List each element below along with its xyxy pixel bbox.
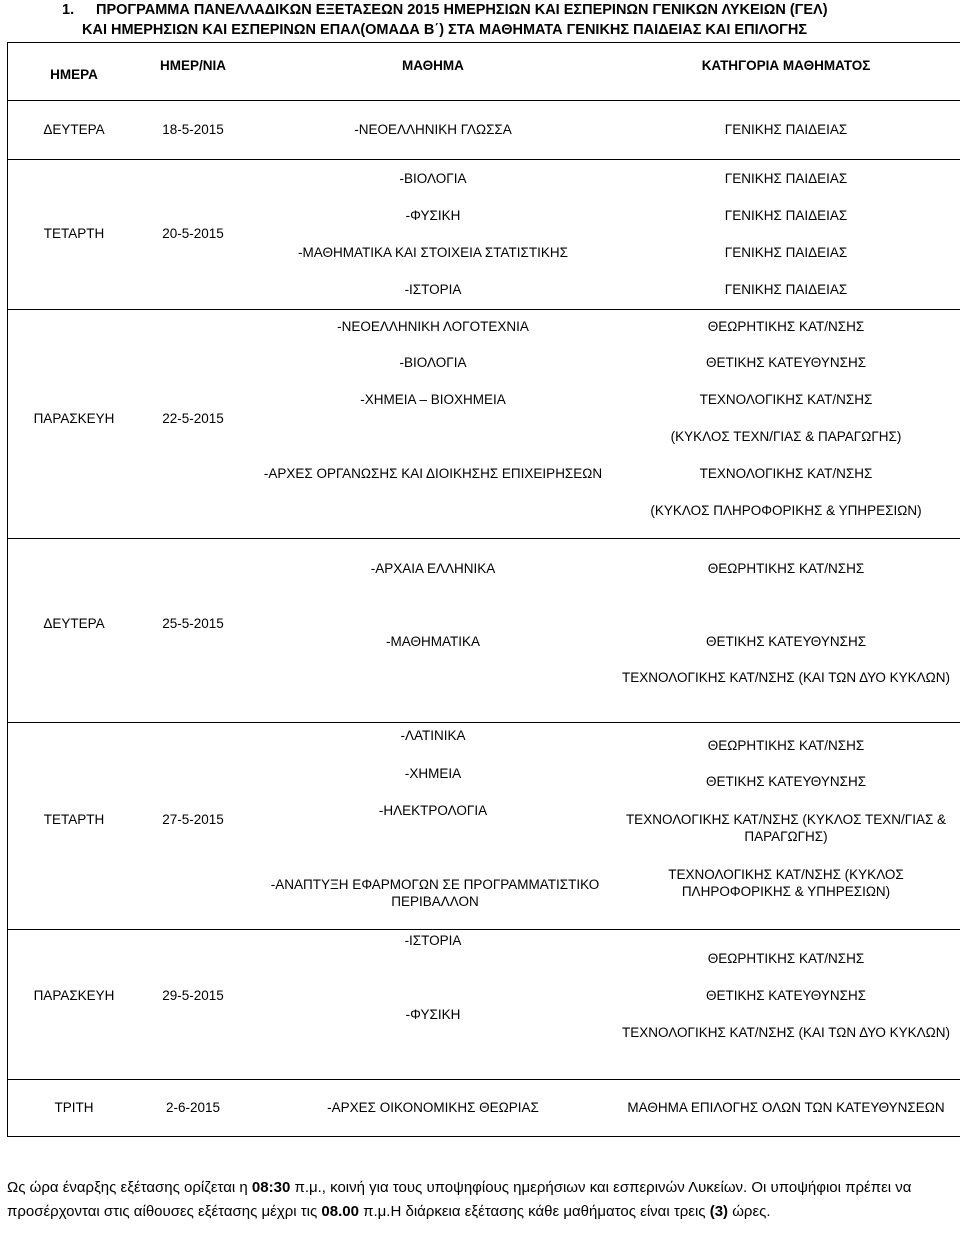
day-cell: ΠΑΡΑΣΚΕΥΗ [33, 988, 115, 1003]
category-cell: ΤΕΧΝΟΛΟΓΙΚΗΣ ΚΑΤ/ΝΣΗΣ (ΚΥΚΛΟΣ ΤΕΧΝ/ΓΙΑΣ & ΠΑΡΑΓΩΓΗΣ) [625, 812, 947, 844]
row-divider [7, 722, 960, 723]
subject-cell: -ΙΣΤΟΡΙΑ [404, 933, 462, 948]
date-cell: 27-5-2015 [162, 812, 224, 827]
category-cell: ΤΕΧΝΟΛΟΓΙΚΗΣ ΚΑΤ/ΝΣΗΣ [699, 392, 873, 407]
note-text-2: π.μ., κοινή για τους υποψηφίους ημερήσιων και εσπερινών Λυκείων. Οι υποψήφιοι πρέπει να προσέρχονται στις αίθουσες εξέτασης μέχρι τις [7, 1179, 912, 1220]
subject-cell: -ΙΣΤΟΡΙΑ [404, 282, 462, 297]
day-cell: ΤΕΤΑΡΤΗ [43, 226, 105, 241]
category-cell: (ΚΥΚΛΟΣ ΠΛΗΡΟΦΟΡΙΚΗΣ & ΥΠΗΡΕΣΙΩΝ) [650, 503, 922, 518]
subject-cell: -ΧΗΜΕΙΑ – ΒΙΟΧΗΜΕΙΑ [360, 392, 506, 407]
row-divider [7, 1079, 960, 1080]
category-cell: ΓΕΝΙΚΗΣ ΠΑΙΔΕΙΑΣ [724, 282, 848, 297]
subject-cell: -ΑΡΧΕΣ ΟΡΓΑΝΩΣΗΣ ΚΑΙ ΔΙΟΙΚΗΣΗΣ ΕΠΙΧΕΙΡΗΣΕΩΝ [263, 466, 603, 481]
category-cell: ΘΕΤΙΚΗΣ ΚΑΤΕΥΘΥΝΣΗΣ [705, 634, 867, 649]
row-divider [7, 159, 960, 160]
subject-cell: -ΝΕΟΕΛΛΗΝΙΚΗ ΓΛΩΣΣΑ [354, 122, 512, 137]
title-number: 1. [62, 2, 75, 18]
category-cell: ΤΕΧΝΟΛΟΓΙΚΗΣ ΚΑΤ/ΝΣΗΣ [699, 466, 873, 481]
date-cell: 2-6-2015 [165, 1100, 221, 1115]
subject-cell: -ΒΙΟΛΟΓΙΑ [399, 355, 467, 370]
header-category: ΚΑΤΗΓΟΡΙΑ ΜΑΘΗΜΑΤΟΣ [701, 58, 871, 73]
note-text-4: ώρες. [728, 1203, 771, 1220]
table-border-left [7, 42, 8, 1137]
subject-cell: -ΜΑΘΗΜΑΤΙΚΑ ΚΑΙ ΣΤΟΙΧΕΙΑ ΣΤΑΤΙΣΤΙΚΗΣ [298, 245, 568, 260]
category-cell: ΓΕΝΙΚΗΣ ΠΑΙΔΕΙΑΣ [724, 171, 848, 186]
category-cell: ΤΕΧΝΟΛΟΓΙΚΗΣ ΚΑΤ/ΝΣΗΣ (ΚΑΙ ΤΩΝ ΔΥΟ ΚΥΚΛΩΝ) [622, 670, 950, 685]
category-cell: ΘΕΩΡΗΤΙΚΗΣ ΚΑΤ/ΝΣΗΣ [707, 319, 865, 334]
date-cell: 25-5-2015 [162, 616, 224, 631]
document-title [64, 0, 944, 40]
row-divider [7, 309, 960, 310]
note-text-3: π.μ.Η διάρκεια εξέτασης κάθε μαθήματος είναι τρεις [358, 1203, 710, 1220]
subject-cell: -ΝΕΟΕΛΛΗΝΙΚΗ ΛΟΓΟΤΕΧΝΙΑ [337, 319, 529, 334]
subject-cell: -ΑΝΑΠΤΥΞΗ ΕΦΑΡΜΟΓΩΝ ΣΕ ΠΡΟΓΡΑΜΜΑΤΙΣΤΙΚΟ ΠΕΡΙΒΑΛΛΟΝ [270, 877, 600, 909]
note-text-1: Ως ώρα έναρξης εξέτασης ορίζεται η [7, 1179, 252, 1196]
subject-cell: -ΑΡΧΑΙΑ ΕΛΛΗΝΙΚΑ [370, 561, 496, 576]
category-cell: (ΚΥΚΛΟΣ ΤΕΧΝ/ΓΙΑΣ & ΠΑΡΑΓΩΓΗΣ) [670, 429, 902, 444]
row-divider [7, 929, 960, 930]
date-cell: 22-5-2015 [162, 411, 224, 426]
date-cell: 18-5-2015 [162, 122, 224, 137]
arrival-time: 08.00 [321, 1203, 359, 1220]
subject-cell: -ΛΑΤΙΝΙΚΑ [400, 728, 466, 743]
subject-cell: -ΧΗΜΕΙΑ [404, 766, 462, 781]
category-cell: ΘΕΤΙΚΗΣ ΚΑΤΕΥΘΥΝΣΗΣ [705, 355, 867, 370]
subject-cell: -ΗΛΕΚΤΡΟΛΟΓΙΑ [378, 803, 488, 818]
subject-cell: -ΑΡΧΕΣ ΟΙΚΟΝΟΜΙΚΗΣ ΘΕΩΡΙΑΣ [327, 1100, 539, 1115]
day-cell: ΔΕΥΤΕΡΑ [43, 122, 105, 137]
start-time: 08:30 [251, 1179, 291, 1196]
subject-cell: -ΜΑΘΗΜΑΤΙΚΑ [386, 634, 480, 649]
date-cell: 29-5-2015 [162, 988, 224, 1003]
duration-hours: (3) [709, 1203, 729, 1220]
category-cell: ΤΕΧΝΟΛΟΓΙΚΗΣ ΚΑΤ/ΝΣΗΣ (ΚΑΙ ΤΩΝ ΔΥΟ ΚΥΚΛΩΝ) [622, 1025, 950, 1040]
row-divider [7, 100, 960, 101]
header-day: ΗΜΕΡΑ [50, 67, 98, 82]
category-cell: ΓΕΝΙΚΗΣ ΠΑΙΔΕΙΑΣ [724, 122, 848, 137]
subject-cell: -ΦΥΣΙΚΗ [405, 208, 461, 223]
title-line-1 [64, 0, 944, 20]
header-date: ΗΜΕΡ/ΝΙΑ [159, 58, 226, 73]
subject-cell: -ΦΥΣΙΚΗ [405, 1007, 461, 1022]
date-cell: 20-5-2015 [162, 226, 224, 241]
table-border-top [7, 42, 960, 43]
day-cell: ΠΑΡΑΣΚΕΥΗ [33, 411, 115, 426]
category-cell: ΘΕΩΡΗΤΙΚΗΣ ΚΑΤ/ΝΣΗΣ [707, 738, 865, 753]
category-cell: ΓΕΝΙΚΗΣ ΠΑΙΔΕΙΑΣ [724, 208, 848, 223]
category-cell: ΘΕΤΙΚΗΣ ΚΑΤΕΥΘΥΝΣΗΣ [705, 774, 867, 789]
day-cell: ΤΕΤΑΡΤΗ [43, 812, 105, 827]
category-cell: ΜΑΘΗΜΑ ΕΠΙΛΟΓΗΣ ΟΛΩΝ ΤΩΝ ΚΑΤΕΥΘΥΝΣΕΩΝ [627, 1100, 945, 1115]
title-line-2: ΚΑΙ ΗΜΕΡΗΣΙΩΝ ΚΑΙ ΕΣΠΕΡΙΝΩΝ ΕΠΑΛ(ΟΜΑΔΑ Β΄) ΣΤΑ ΜΑΘΗΜΑΤΑ ΓΕΝΙΚΗΣ ΠΑΙΔΕΙΑΣ ΚΑΙ ΕΠΙΛΟΓΗΣ [82, 22, 808, 38]
category-cell: ΘΕΤΙΚΗΣ ΚΑΤΕΥΘΥΝΣΗΣ [705, 988, 867, 1003]
day-cell: ΔΕΥΤΕΡΑ [43, 616, 105, 631]
title-text-1: ΠΡΟΓΡΑΜΜΑ ΠΑΝΕΛΛΑΔΙΚΩΝ ΕΞΕΤΑΣΕΩΝ 2015 ΗΜΕΡΗΣΙΩΝ ΚΑΙ ΕΣΠΕΡΙΝΩΝ ΓΕΝΙΚΩΝ ΛΥΚΕΙΩΝ (ΓΕΛ) [96, 2, 828, 18]
row-divider [7, 538, 960, 539]
category-cell: ΓΕΝΙΚΗΣ ΠΑΙΔΕΙΑΣ [724, 245, 848, 260]
header-subject: ΜΑΘΗΜΑ [402, 58, 464, 73]
exam-time-note [7, 1176, 952, 1224]
table-border-bottom [7, 1136, 960, 1137]
category-cell: ΤΕΧΝΟΛΟΓΙΚΗΣ ΚΑΤ/ΝΣΗΣ (ΚΥΚΛΟΣ ΠΛΗΡΟΦΟΡΙΚΗΣ & ΥΠΗΡΕΣΙΩΝ) [668, 867, 904, 899]
category-cell: ΘΕΩΡΗΤΙΚΗΣ ΚΑΤ/ΝΣΗΣ [707, 951, 865, 966]
subject-cell: -ΒΙΟΛΟΓΙΑ [399, 171, 467, 186]
day-cell: ΤΡΙΤΗ [54, 1100, 94, 1115]
category-cell: ΘΕΩΡΗΤΙΚΗΣ ΚΑΤ/ΝΣΗΣ [707, 561, 865, 576]
